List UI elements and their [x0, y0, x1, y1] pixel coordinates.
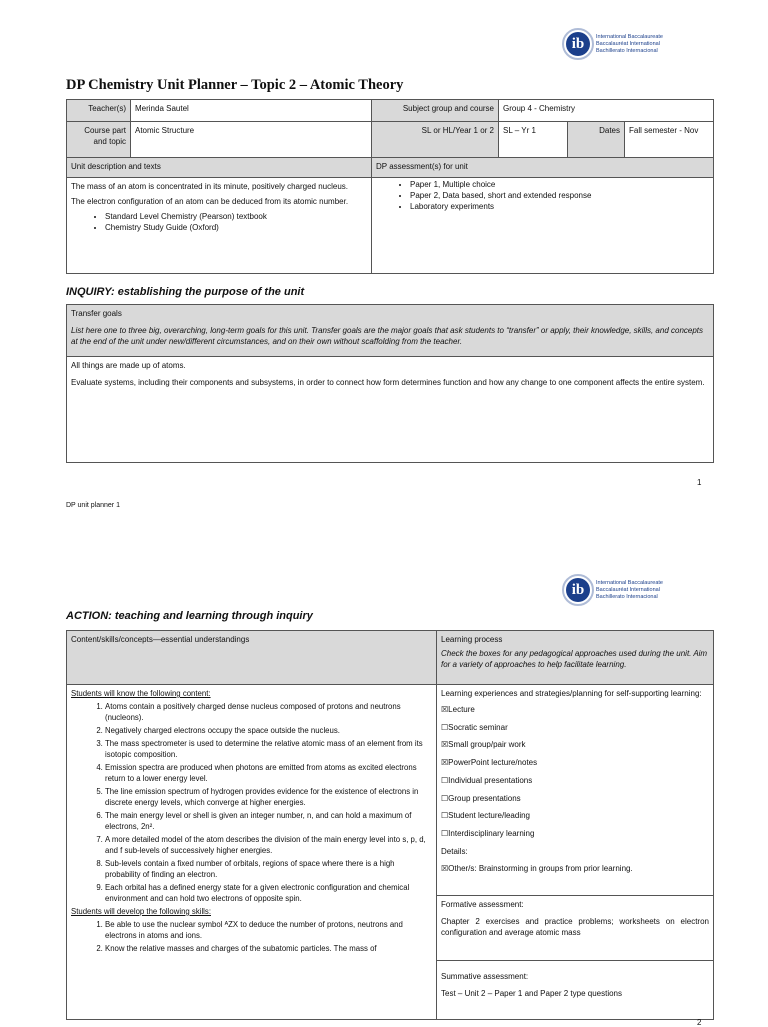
list-item: • Standard Level Chemistry (Pearson) textbook: [105, 211, 367, 222]
transfer-goals-label: Transfer goals: [71, 309, 122, 318]
ib-logo: [566, 32, 663, 56]
ib-logo-names: International Baccalaureate Baccalauréat International Bachillerato Internacional: [596, 33, 663, 54]
subject-value: Group 4 - Chemistry: [499, 100, 714, 122]
strategies-label: Learning experiences and strategies/planning for self-supporting learning:: [441, 689, 702, 698]
ib-logo-mark: ib: [566, 578, 590, 602]
learning-process-instructions: Check the boxes for any pedagogical approaches used during the unit. Aim for a variety of approaches to help facilitate learning.: [441, 649, 708, 669]
summative-assessment-cell: [437, 961, 714, 1020]
subject-label: Subject group and course: [372, 100, 499, 122]
dates-value: Fall semester - Nov: [625, 122, 714, 158]
assessment-list: [376, 179, 709, 212]
description-paragraph: The electron configuration of an atom can be deduced from its atomic number.: [71, 197, 349, 206]
summative-label: Summative assessment:: [441, 972, 529, 981]
list-item: 6. The main energy level or shell is given an integer number, n, and can hold a maximum of electrons, 2n².: [105, 810, 432, 832]
skills-list: [71, 919, 432, 954]
formative-assessment-cell: [437, 896, 714, 961]
list-item: 2. Know the relative masses and charges of the subatomic particles. The mass of: [105, 943, 432, 954]
unit-description-label: Unit description and texts: [67, 158, 372, 178]
page-number: 2: [697, 1018, 702, 1027]
checkbox-interdisciplinary[interactable]: ☐Interdisciplinary learning: [441, 828, 535, 838]
content-cell: [67, 685, 437, 1020]
footer-text: DP unit planner 1: [66, 502, 120, 509]
content-list: [71, 701, 432, 904]
action-heading: ACTION: teaching and learning through inquiry: [66, 610, 313, 622]
list-item: • Chemistry Study Guide (Oxford): [105, 222, 367, 233]
ib-logo-names: International Baccalaureate Baccalauréat International Bachillerato Internacional: [596, 579, 663, 600]
learning-process-label: Learning process: [441, 635, 503, 644]
action-table: [66, 630, 714, 1020]
checkbox-socratic-seminar[interactable]: ☐Socratic seminar: [441, 722, 508, 732]
transfer-goals-instructions: List here one to three big, overarching, long-term goals for this unit. Transfer goals are the major goals that ask students to “transfer” or apply, their knowledge, skills, and concepts at the end of the unit under new/different circumstances, and on their own without scaffolding from the teacher.: [71, 326, 704, 346]
list-item: • Paper 2, Data based, short and extended response: [410, 190, 709, 201]
list-item: 8. Sub-levels contain a fixed number of orbitals, regions of space where there is a high probability of finding an electron.: [105, 858, 432, 880]
list-item: • Paper 1, Multiple choice: [410, 179, 709, 190]
checkbox-powerpoint[interactable]: ☒PowerPoint lecture/notes: [441, 758, 538, 768]
transfer-goals-table: [66, 304, 714, 463]
course-label: Course part and topic: [67, 122, 131, 158]
list-item: 4. Emission spectra are produced when photons are emitted from atoms as excited electrons return to a lower energy level.: [105, 762, 432, 784]
checkbox-group-presentations[interactable]: ☐Group presentations: [441, 793, 521, 803]
list-item: 3. The mass spectrometer is used to determine the relative atomic mass of an element from its isotopic composition.: [105, 738, 432, 760]
dp-assessment-cell: [372, 178, 714, 274]
details-label: Details:: [441, 846, 468, 856]
unit-info-table: [66, 99, 714, 274]
unit-description-cell: [67, 178, 372, 274]
ib-logo-mark: ib: [566, 32, 590, 56]
goal-text: Evaluate systems, including their components and subsystems, in order to connect how form determines function and how any change to one component affects the entire system.: [71, 378, 705, 387]
level-value: SL – Yr 1: [499, 122, 568, 158]
description-paragraph: The mass of an atom is concentrated in its minute, positively charged nucleus.: [71, 182, 349, 191]
learning-process-header: [437, 631, 714, 685]
dates-label: Dates: [568, 122, 625, 158]
page-title: DP Chemistry Unit Planner – Topic 2 – Atomic Theory: [66, 77, 404, 93]
formative-label: Formative assessment:: [441, 900, 524, 909]
list-item: 1. Atoms contain a positively charged dense nucleus composed of protons and neutrons (nucleons).: [105, 701, 432, 723]
content-header: Content/skills/concepts—essential understandings: [67, 631, 437, 685]
transfer-goals-content: [67, 357, 714, 463]
content-intro: Students will know the following content:: [71, 689, 211, 698]
inquiry-heading: INQUIRY: establishing the purpose of the unit: [66, 286, 305, 298]
checkbox-student-lecture[interactable]: ☐Student lecture/leading: [441, 811, 531, 821]
checkbox-lecture[interactable]: ☒Lecture: [441, 705, 475, 714]
summative-text: Test – Unit 2 – Paper 1 and Paper 2 type questions: [441, 989, 623, 998]
page-number: 1: [697, 478, 702, 487]
list-item: 7. A more detailed model of the atom describes the division of the main energy level into s, p, d, and f sub-levels of successively higher energies.: [105, 834, 432, 856]
dp-assessment-label: DP assessment(s) for unit: [372, 158, 714, 178]
checkbox-other[interactable]: ☒Other/s: Brainstorming in groups from prior learning.: [441, 864, 633, 874]
learning-strategies-cell: [437, 685, 714, 896]
texts-list: [71, 211, 367, 233]
list-item: 2. Negatively charged electrons occupy the space outside the nucleus.: [105, 725, 432, 736]
skills-intro: Students will develop the following skills:: [71, 907, 211, 916]
goal-text: All things are made up of atoms.: [71, 361, 186, 370]
transfer-goals-header: [67, 305, 714, 357]
list-item: 9. Each orbital has a defined energy state for a given electronic configuration and chemical environment and can hold two electrons of opposite spin.: [105, 882, 432, 904]
teacher-value: Merinda Sautel: [131, 100, 372, 122]
checkbox-small-group[interactable]: ☒Small group/pair work: [441, 740, 526, 750]
course-value: Atomic Structure: [131, 122, 372, 158]
teacher-label: Teacher(s): [67, 100, 131, 122]
checkbox-individual-presentations[interactable]: ☐Individual presentations: [441, 775, 533, 785]
formative-text: Chapter 2 exercises and practice problems; worksheets on electron configuration and average atomic mass: [441, 917, 709, 937]
ib-logo: [566, 578, 663, 602]
level-label: SL or HL/Year 1 or 2: [372, 122, 499, 158]
list-item: • Laboratory experiments: [410, 201, 709, 212]
list-item: 1. Be able to use the nuclear symbol ᴬZX to deduce the number of protons, neutrons and electrons in atoms and ions.: [105, 919, 432, 941]
list-item: 5. The line emission spectrum of hydrogen provides evidence for the existence of electrons in discrete energy levels, which converge at higher energies.: [105, 786, 432, 808]
